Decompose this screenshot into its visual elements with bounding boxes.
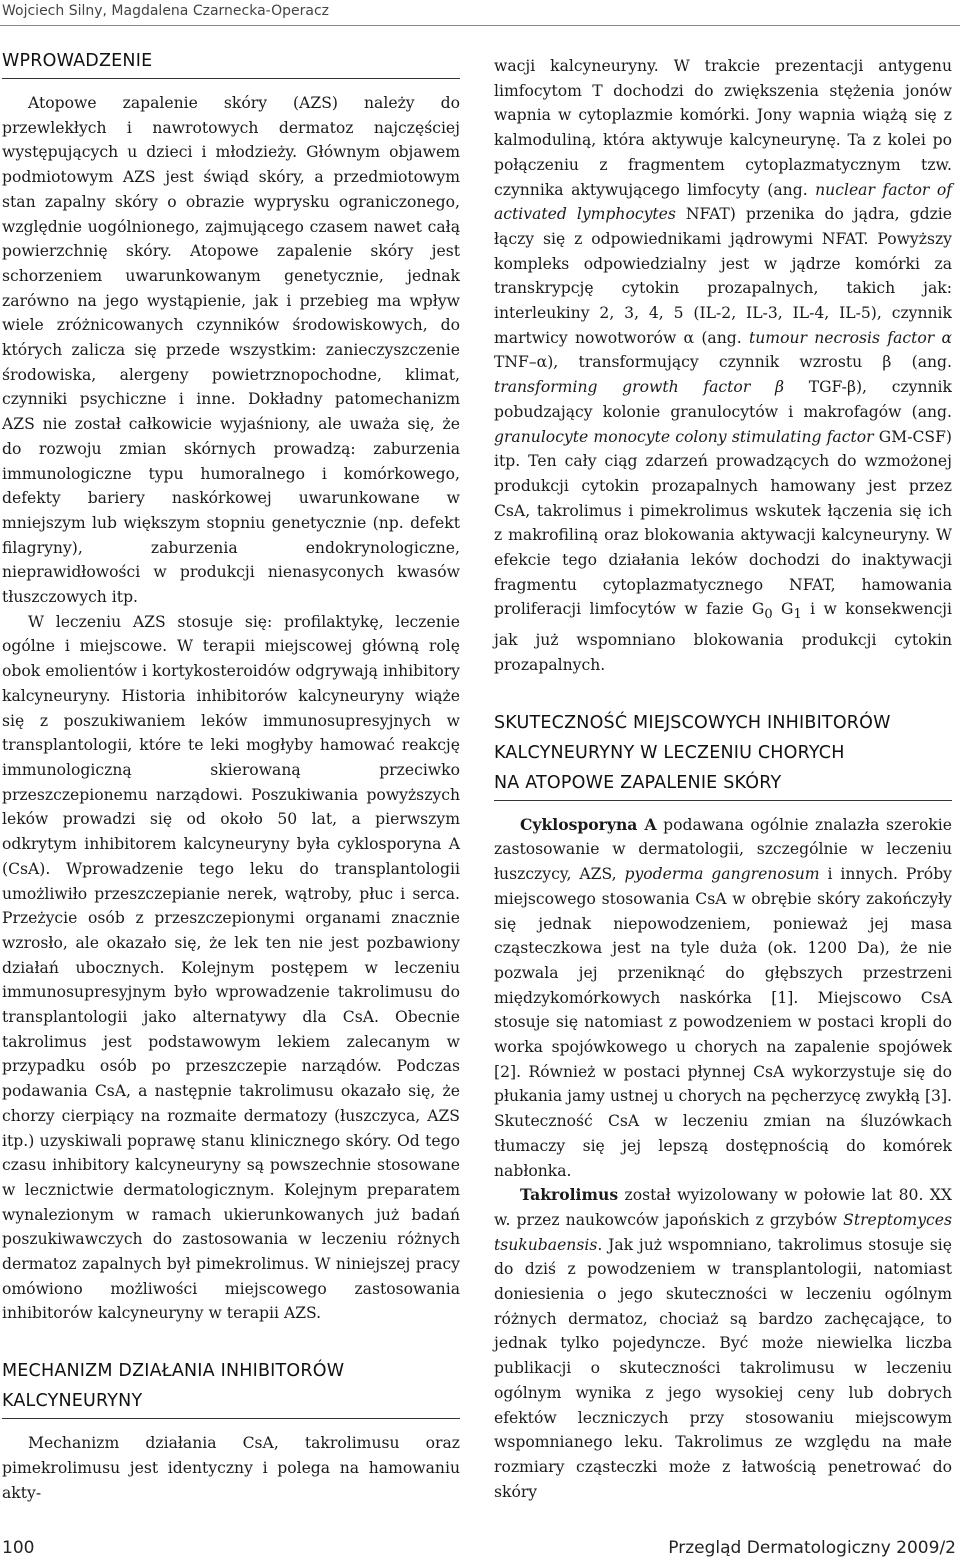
page-number: 100 xyxy=(2,1538,35,1558)
right-column xyxy=(494,54,952,1504)
section-heading-mechanism xyxy=(2,1356,460,1419)
heading-line: SKUTECZNOŚĆ MIEJSCOWYCH INHIBITORÓW xyxy=(494,712,891,733)
tacrolimus-paragraph: Takrolimus został wyizolowany w połowie lat 80. XX w. przez naukowców japońskich z grzybów Streptomyces tsukubaensis. Jak już wspomniano, takrolimus stosuje się do dziś z powodzeniem w transplantologii, natomiast doniesienia o jego skuteczności w leczeniu ogólnym różnych dermatoz, chociaż są bardzo zachęcające, to jednak tylko pojedyncze. Być może niewielka liczba publikacji o skuteczności takrolimusu w leczeniu ogólnym wynika z jego wysokiej ceny lub dobrych efektów leczniczych przy stosowaniu miejscowym wspomnianego leku. Takrolimus ze względu na małe rozmiary cząsteczki może z łatwością penetrować do skóry xyxy=(494,1185,952,1501)
intro-paragraph-1: Atopowe zapalenie skóry (AZS) należy do przewlekłych i nawrotowych dermatoz najczęściej występujących u dzieci i młodzieży. Głównym objawem podmiotowym AZS jest świąd skóry, a przedmiotowym stan zapalny skóry o obrazie wyprysku ograniczonego, względnie uogólnionego, zajmującego czasem nawet całą powierzchnię skóry. Atopowe zapalenie skóry jest schorzeniem uwarunkowanym genetycznie, jednak zarówno na jego wystąpienie, jak i przebieg ma wpływ wiele zróżnicowanych czynników środowiskowych, do których zalicza się przede wszystkim: zanieczyszczenie środowiska, alergeny powietrznopochodne, klimat, czynniki psychiczne i inne. Dokładny patomechanizm AZS nie został całkowicie wyjaśniony, ale uważa się, że do rozwoju zmian skórnych prowadzą: zaburzenia immunologiczne typu humoralnego i komórkowego, defekty bariery naskórkowej uwarunkowane w mniejszym lub większym stopniu genetycznie (np. defekt filagryny), zaburzenia endokrynologiczne, nieprawidłowości w produkcji nienasyconych kwasów tłuszczowych itp. xyxy=(2,94,460,607)
heading-line: KALCYNEURYNY xyxy=(2,1391,143,1412)
heading-line: KALCYNEURYNY W LECZENIU CHORYCH xyxy=(494,742,845,763)
heading-line: NA ATOPOWE ZAPALENIE SKÓRY xyxy=(494,772,782,793)
intro-paragraph-2: W leczeniu AZS stosuje się: profilaktykę, leczenie ogólne i miejscowe. W terapii miejscowej główną rolę obok emolientów i kortykosteroidów odgrywają inhibitory kalcyneuryny. Historia inhibitorów kalcyneuryny wiąże się z poszukiwaniem leków immunosupresyjnych w transplantologii, które te leki mogłyby hamować reakcję immunologiczną skierowaną przeciwko przeszczepionemu narządowi. Poszukiwania powyższych leków prowadzi się od około 50 lat, a pierwszym odkrytym inhibitorem kalcyneuryny była cyklosporyna A (CsA). Wprowadzenie tego leku do transplantologii umożliwiło przeszczepianie nerek, wątroby, płuc i serca. Przeżycie osób z przeszczepionymi organami znacznie wzrosło, ale okazało się, że lek ten nie jest pozbawiony działań ubocznych. Kolejnym postępem w leczeniu immunosupresyjnym było wprowadzenie takrolimusu do transplantologii jako alternatywy dla CsA. Obecnie takrolimus jest podstawowym lekiem zalecanym w przypadku osób po przeszczepie narządów. Podczas podawania CsA, a następnie takrolimusu okazało się, że chorzy cierpiący na rozmaite dermatozy (łuszczyca, AZS itp.) uzyskiwali poprawę stanu klinicznego skóry. Od tego czasu inhibitory kalcyneuryny są powszechnie stosowane w lecznictwie dermatologicznym. Kolejnym preparatem wynalezionym w ramach ukierunkowanych już badań poszukiwawczych do zastosowania w leczeniu różnych dermatoz zapalnych był pimekrolimus. W niniejszej pracy omówiono możliwości miejscowego zastosowania inhibitorów kalcyneuryny w terapii AZS. xyxy=(2,612,460,1323)
mechanism-paragraph-start: Mechanizm działania CsA, takrolimusu oraz pimekrolimusu jest identyczny i polega na hamowaniu akty- xyxy=(2,1434,460,1502)
mechanism-paragraph-continued: wacji kalcyneuryny. W trakcie prezentacji antygenu limfocytom T dochodzi do zwiększenia stężenia jonów wapnia w cytoplazmie komórki. Jony wapnia wiążą się z kalmoduliną, która aktywuje kalcyneurynę. Ta z kolei po połączeniu z fragmentem cytoplazmatycznym tzw. czynnika aktywującego limfocyty (ang. nuclear factor of activated lymphocytes NFAT) przenika do jądra, gdzie łączy się z odpowiednikami jądrowymi NFAT. Powyższy kompleks odpowiedzialny jest w jądrze komórki za transkrypcję cytokin prozapalnych, takich jak: interleukiny 2, 3, 4, 5 (IL-2, IL-3, IL-4, IL-5), czynnik martwicy nowotworów α (ang. tumour necrosis factor α TNF–α), transformujący czynnik wzrostu β (ang. transforming growth factor β TGF-β), czynnik pobudzający kolonie granulocytów i makrofagów (ang. granulocyte monocyte colony stimulating factor GM-CSF) itp. Ten cały ciąg zdarzeń prowadzących do wzmożonej produkcji cytokin prozapalnych hamowany jest przez CsA, takrolimus i pimekrolimus wskutek łączenia się ich z makrofiliną oraz blokowania aktywacji kalcyneuryny. W efekcie tego działania leków dochodzi do inaktywacji fragmentu cytoplazmatycznego NFAT, hamowania proliferacji limfocytów w fazie $G_0$ $G_1$ i w konsekwencji jak już wspomniano blokowania produkcji cytokin prozapalnych. xyxy=(494,57,952,674)
left-column xyxy=(2,46,460,1505)
journal-name: Przegląd Dermatologiczny 2009/2 xyxy=(668,1538,956,1558)
section-heading-efficacy xyxy=(494,708,952,801)
heading-line: MECHANIZM DZIAŁANIA INHIBITORÓW xyxy=(2,1361,345,1382)
cyclosporine-paragraph: Cyklosporyna A podawana ogólnie znalazła szerokie zastosowanie w dermatologii, szczególnie w leczeniu łuszczycy, AZS, pyoderma gangrenosum i innych. Próby miejscowego stosowania CsA w obrębie skóry zakończyły się jednak niepowodzeniem, ponieważ jej masa cząsteczkowa jest na tyle duża (ok. 1200 Da), że nie pozwala jej przeniknąć do głębszych przestrzeni międzykomórkowych naskórka [1]. Miejscowo CsA stosuje się natomiast z powodzeniem w postaci kropli do worka spojówkowego u chorych na zapalenie spojówek [2]. Również w postaci płynnej CsA wykorzystuje się do płukania jamy ustnej u chorych na pęcherzycę zwykłą [3]. Skuteczność CsA w leczeniu zmian na śluzówkach tłumaczy się jej lepszą dostępnością do komórek nabłonka. xyxy=(494,814,952,1180)
running-head-authors: Wojciech Silny, Magdalena Czarnecka-Operacz xyxy=(0,0,960,26)
section-heading-introduction: WPROWADZENIE xyxy=(2,46,460,79)
